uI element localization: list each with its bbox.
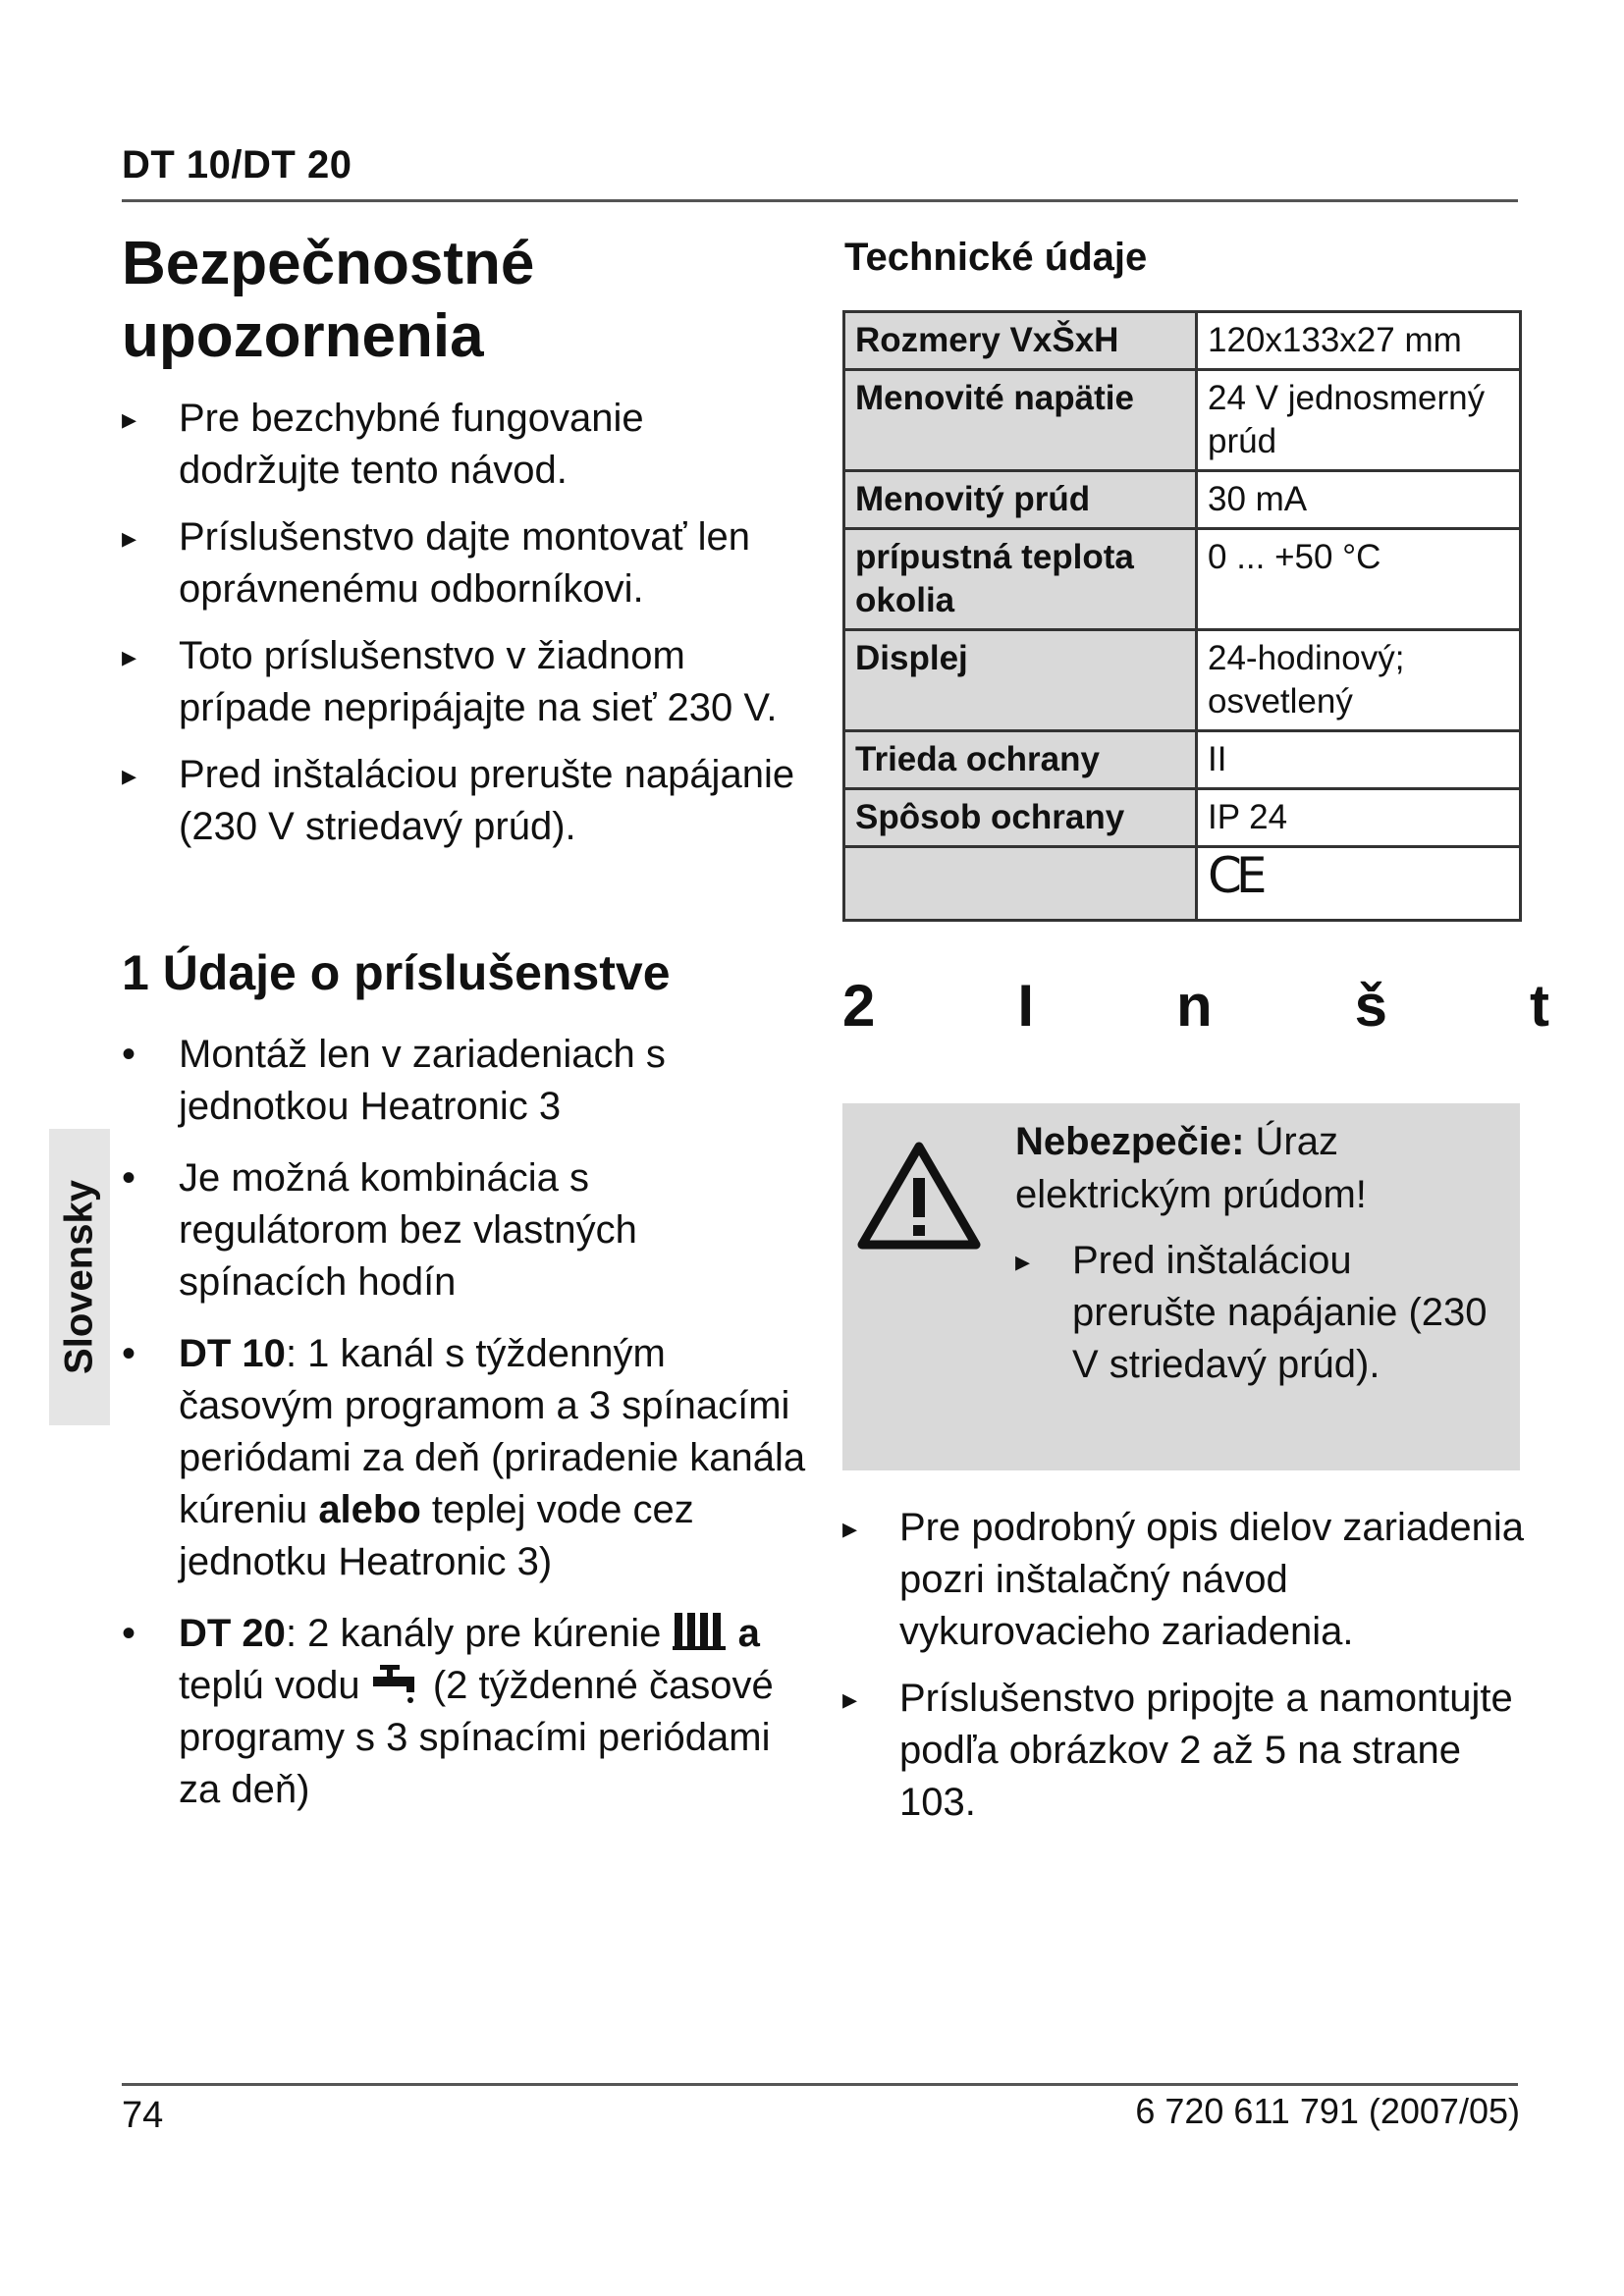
tech-value: IP 24 [1197, 789, 1521, 847]
safety-item: ▸ Pre bezchybné fungovanie dodržujte tento návod. [122, 393, 809, 497]
install-item: ▸ Príslušenstvo pripojte a namontujte podľa obrázkov 2 až 5 na strane 103. [842, 1673, 1530, 1829]
tech-key: Menovité napätie [844, 370, 1197, 471]
section1-item [122, 1029, 809, 1133]
page-number: 74 [122, 2095, 164, 2136]
tech-value: 30 mA [1197, 471, 1521, 529]
tap-icon [371, 1663, 422, 1706]
header-title: DT 10/DT 20 [122, 143, 352, 187]
bullet-dot: • [122, 1033, 136, 1076]
tech-row [844, 731, 1521, 789]
tech-key: Displej [844, 630, 1197, 731]
item-text: Je možná kombinácia s regulátorom bez vlastných spínacích hodín [179, 1156, 637, 1304]
document-number: 6 720 611 791 (2007/05) [1135, 2091, 1520, 2131]
model-name: DT 10 [179, 1332, 286, 1375]
tech-value: 120x133x27 mm [1197, 312, 1521, 370]
radiator-icon [673, 1609, 728, 1652]
bullet-dot: • [122, 1612, 136, 1655]
safety-title: Bezpečnostné upozornenia [122, 230, 535, 370]
warning-item: ▸ Pred inštaláciou prerušte napájanie (230 V striedavý prúd). [1015, 1235, 1506, 1391]
side-tab-label: Slovensky [57, 1180, 101, 1374]
tech-value: 24 V jednosmerný prúd [1197, 370, 1521, 471]
tech-table [842, 310, 1522, 922]
tech-value: 0 ... +50 °C [1197, 529, 1521, 630]
tech-key: prípustná teplota okolia [844, 529, 1197, 630]
safety-item: ▸ Toto príslušenstvo v žiadnom prípade nepripájajte na sieť 230 V. [122, 630, 809, 734]
item-text: (2 týždenné časové programy s 3 spínacími periódami za deň) [179, 1664, 774, 1811]
bullet-dot: • [122, 1332, 136, 1375]
item-text: Montáž len v zariadeniach s jednotkou Heatronic 3 [179, 1033, 666, 1128]
language-side-tab [49, 1129, 110, 1425]
tech-row [844, 529, 1521, 630]
item-bold: a [737, 1612, 760, 1655]
tech-key: Spôsob ochrany [844, 789, 1197, 847]
tech-value: 24-hodinový; osvetlený [1197, 630, 1521, 731]
tech-row [844, 370, 1521, 471]
tech-key: Trieda ochrany [844, 731, 1197, 789]
safety-item: ▸ Príslušenstvo dajte montovať len oprávnenému odborníkovi. [122, 511, 809, 615]
tech-row [844, 847, 1521, 921]
safety-item: ▸ Pred inštaláciou prerušte napájanie (230 V striedavý prúd). [122, 749, 809, 853]
item-text: : 1 kanál s týždenným časovým programom a 3 spínacími periódami za deň (priradenie kanála kúreniu [179, 1332, 806, 1531]
section1-list [122, 1029, 809, 1816]
section1-item [122, 1152, 809, 1308]
install-list [842, 1502, 1530, 1829]
tech-key [844, 847, 1197, 921]
section1-item [122, 1608, 809, 1816]
ce-mark-icon: CE [1197, 847, 1521, 921]
model-name: DT 20 [179, 1612, 286, 1655]
bullet-dot: • [122, 1156, 136, 1200]
item-text: teplej vode cez jednotku Heatronic 3) [179, 1488, 694, 1583]
warning-headline: Nebezpečie: Úraz elektrickým prúdom! [1015, 1120, 1367, 1216]
tech-row [844, 789, 1521, 847]
tech-title: Technické údaje [844, 236, 1148, 279]
tech-value: II [1197, 731, 1521, 789]
item-text: teplú vodu [179, 1664, 371, 1707]
section1-title: 1 Údaje o príslušenstve [122, 945, 671, 1000]
section1-item [122, 1328, 809, 1588]
tech-key: Menovitý prúd [844, 471, 1197, 529]
section2-title: 2 I n š t [842, 973, 1549, 1039]
install-item: ▸ Pre podrobný opis dielov zariadenia pozri inštalačný návod vykurovacieho zariadenia. [842, 1502, 1530, 1658]
warning-text [1015, 1115, 1506, 1391]
header-rule [122, 199, 1518, 202]
item-text: : 2 kanály pre kúrenie [285, 1612, 673, 1655]
tech-row [844, 471, 1521, 529]
item-bold: alebo [318, 1488, 421, 1531]
tech-row [844, 312, 1521, 370]
safety-list [122, 393, 809, 853]
tech-row [844, 630, 1521, 731]
warning-triangle-icon [856, 1141, 982, 1251]
tech-key: Rozmery VxŠxH [844, 312, 1197, 370]
footer-rule [122, 2083, 1518, 2086]
